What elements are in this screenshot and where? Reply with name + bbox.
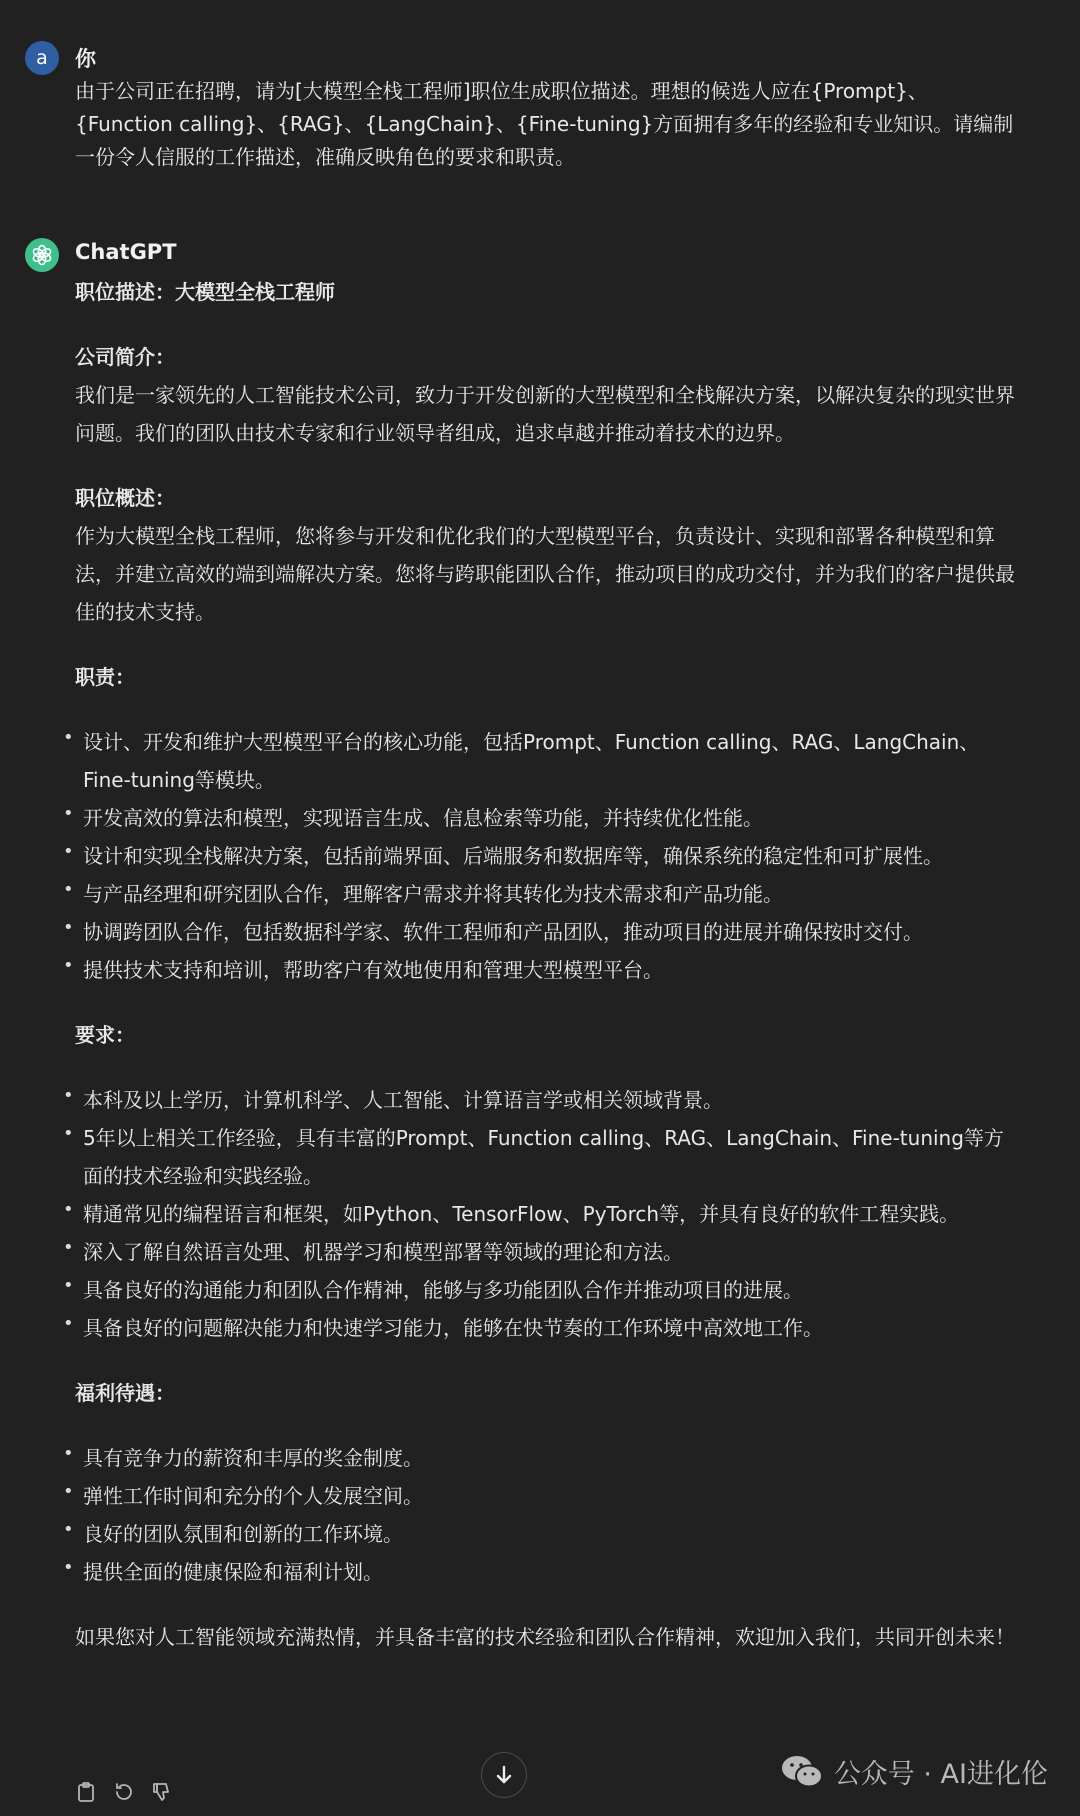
watermark-text: 公众号 · AI进化伦 xyxy=(833,1759,1048,1790)
closing-text: 如果您对人工智能领域充满热情，并具备丰富的技术经验和团队合作精神，欢迎加入我们，共同开创未来！ xyxy=(75,1625,1015,1649)
list-item: • 具备良好的沟通能力和团队合作精神，能够与多功能团队合作并推动项目的进展。 xyxy=(75,1271,1015,1309)
list-item: • 设计、开发和维护大型模型平台的核心功能，包括Prompt、Function calling、RAG、LangChain、Fine-tuning等模块。 xyxy=(75,723,1015,799)
benefits-heading: 福利待遇： xyxy=(75,1381,175,1405)
list-item: • 5年以上相关工作经验，具有丰富的Prompt、Function calling、RAG、LangChain、Fine-tuning等方面的技术经验和实践经验。 xyxy=(75,1119,1015,1195)
list-item: • 良好的团队氛围和创新的工作环境。 xyxy=(75,1515,1015,1553)
overview-text: 作为大模型全栈工程师，您将参与开发和优化我们的大型模型平台，负责设计、实现和部署各种模型和算法，并建立高效的端到端解决方案。您将与跨职能团队合作，推动项目的成功交付，并为我们的客户提供最佳的技术支持。 xyxy=(75,524,1015,624)
chatgpt-avatar xyxy=(25,238,59,272)
assistant-name: ChatGPT xyxy=(75,240,177,264)
list-item: • 具备良好的问题解决能力和快速学习能力，能够在快节奏的工作环境中高效地工作。 xyxy=(75,1309,1015,1347)
scroll-down-button[interactable] xyxy=(481,1752,527,1798)
user-message: 由于公司正在招聘，请为[大模型全栈工程师]职位生成职位描述。理想的候选人应在{Prompt}、{Function calling}、{RAG}、{LangChain}、{Fine-tuning}方面拥有多年的经验和专业知识。请编制一份令人信服的工作描述，准确反映角色的要求和职责。 xyxy=(75,79,1014,169)
list-item: • 提供全面的健康保险和福利计划。 xyxy=(75,1553,1015,1591)
company-text: 我们是一家领先的人工智能技术公司，致力于开发创新的大型模型和全栈解决方案，以解决复杂的现实世界问题。我们的团队由技术专家和行业领导者组成，追求卓越并推动着技术的边界。 xyxy=(75,383,1015,445)
assistant-response xyxy=(75,273,1015,1656)
arrow-down-icon xyxy=(494,1764,514,1786)
overview-heading: 职位概述： xyxy=(75,486,175,510)
list-item: • 深入了解自然语言处理、机器学习和模型部署等领域的理论和方法。 xyxy=(75,1233,1015,1271)
clipboard-icon[interactable] xyxy=(75,1781,97,1803)
benefits-list xyxy=(75,1439,1015,1591)
user-name: 你 xyxy=(75,47,96,71)
message-actions xyxy=(75,1781,173,1803)
duties-heading: 职责： xyxy=(75,665,135,689)
thumbs-down-icon[interactable] xyxy=(151,1781,173,1803)
user-avatar-letter: a xyxy=(36,47,48,69)
list-item: • 设计和实现全栈解决方案，包括前端界面、后端服务和数据库等，确保系统的稳定性和可扩展性。 xyxy=(75,837,1015,875)
user-avatar xyxy=(25,41,59,75)
list-item: • 具有竞争力的薪资和丰厚的奖金制度。 xyxy=(75,1439,1015,1477)
list-item: • 协调跨团队合作，包括数据科学家、软件工程师和产品团队，推动项目的进展并确保按时交付。 xyxy=(75,913,1015,951)
openai-logo-icon xyxy=(30,243,54,267)
duties-list xyxy=(75,723,1015,989)
watermark xyxy=(780,1752,1048,1791)
list-item: • 提供技术支持和培训，帮助客户有效地使用和管理大型模型平台。 xyxy=(75,951,1015,989)
job-title: 职位描述：大模型全栈工程师 xyxy=(75,280,335,304)
list-item: • 与产品经理和研究团队合作，理解客户需求并将其转化为技术需求和产品功能。 xyxy=(75,875,1015,913)
company-heading: 公司简介： xyxy=(75,345,175,369)
list-item: • 开发高效的算法和模型，实现语言生成、信息检索等功能，并持续优化性能。 xyxy=(75,799,1015,837)
wechat-icon xyxy=(780,1754,824,1790)
requirements-heading: 要求： xyxy=(75,1023,135,1047)
regenerate-icon[interactable] xyxy=(113,1781,135,1803)
list-item: • 弹性工作时间和充分的个人发展空间。 xyxy=(75,1477,1015,1515)
requirements-list xyxy=(75,1081,1015,1347)
list-item: • 本科及以上学历，计算机科学、人工智能、计算语言学或相关领域背景。 xyxy=(75,1081,1015,1119)
list-item: • 精通常见的编程语言和框架，如Python、TensorFlow、PyTorch等，并具有良好的软件工程实践。 xyxy=(75,1195,1015,1233)
